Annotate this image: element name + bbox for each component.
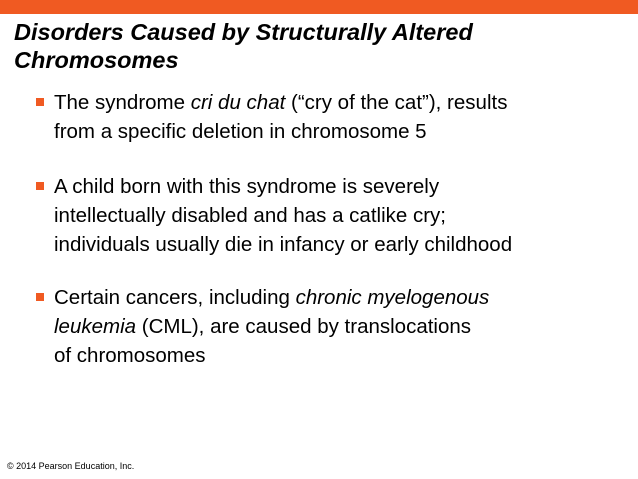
bullet-1-line-2: from a specific deletion in chromosome 5	[54, 120, 427, 143]
slide-title	[14, 18, 624, 74]
bullet-3-line-3: of chromosomes	[54, 344, 206, 367]
bullet-item-2	[36, 172, 626, 259]
bullet-item-1	[36, 88, 626, 146]
bullet-text-2	[54, 172, 626, 259]
slide-title-line-1: Disorders Caused by Structurally Altered	[14, 19, 473, 45]
bullet-2-line-2: intellectually disabled and has a catlike cry;	[54, 204, 446, 227]
bullet-2-line-3: individuals usually die in infancy or early childhood	[54, 233, 513, 256]
top-accent-bar	[0, 0, 638, 14]
bullet-item-3	[36, 283, 626, 370]
bullet-2-line-1: A child born with this syndrome is severely	[54, 175, 440, 198]
term-cri-du-chat: cri du chat	[190, 91, 286, 114]
bullet-text-3	[54, 283, 626, 370]
term-chronic-myelogenous: chronic myelogenous	[295, 286, 490, 309]
square-bullet-icon	[36, 293, 44, 301]
bullet-3-line-2: leukemia (CML), are caused by translocations	[54, 315, 472, 338]
copyright-footer: © 2014 Pearson Education, Inc.	[7, 461, 135, 471]
bullet-text-1	[54, 88, 626, 146]
bullet-1-line-1: The syndrome cri du chat (“cry of the cat”), results	[54, 91, 508, 114]
bullet-3-line-1: Certain cancers, including chronic myelogenous	[54, 286, 490, 309]
square-bullet-icon	[36, 98, 44, 106]
term-leukemia: leukemia	[54, 315, 137, 338]
slide-title-line-2: Chromosomes	[14, 47, 179, 73]
square-bullet-icon	[36, 182, 44, 190]
